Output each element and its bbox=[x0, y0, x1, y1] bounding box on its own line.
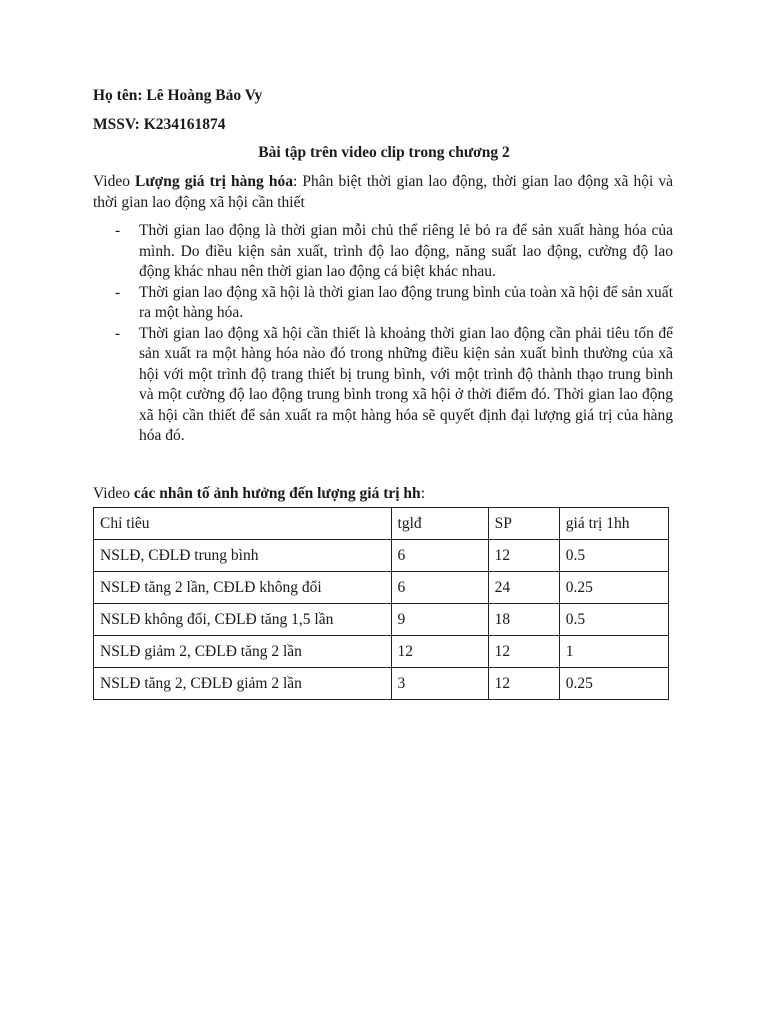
table-cell: 12 bbox=[488, 540, 559, 572]
table-caption bbox=[93, 485, 425, 503]
table-cell: NSLĐ không đổi, CĐLĐ tăng 1,5 lần bbox=[94, 604, 392, 636]
table-row bbox=[94, 636, 669, 668]
name-label: Họ tên: bbox=[93, 87, 147, 104]
list-item-text: Thời gian lao động xã hội là thời gian lao động trung bình của toàn xã hội để sản xuất ra một hàng hóa. bbox=[139, 283, 673, 321]
definition-list bbox=[93, 221, 673, 447]
table-cell: 0.5 bbox=[559, 604, 668, 636]
table-cell: 18 bbox=[488, 604, 559, 636]
table-cell: 0.25 bbox=[559, 668, 668, 700]
intro-topic: Lượng giá trị hàng hóa bbox=[135, 173, 294, 190]
factors-table bbox=[93, 507, 669, 700]
list-item-text: Thời gian lao động xã hội cần thiết là khoảng thời gian lao động cần phải tiêu tốn để sản xuất ra một hàng hóa nào đó trong những điều kiện sản xuất bình thường của xã hội với một trình độ trang thiết bị trung bình, với một trình độ thành thạo trung bình và một cường độ lao động trung bình trong xã hội ở thời điểm đó. Thời gian lao động xã hội cần thiết để sản xuất ra một hàng hóa sẽ quyết định đại lượng giá trị của hàng hóa đó. bbox=[139, 324, 673, 444]
list-item bbox=[93, 283, 673, 324]
table-cell: 12 bbox=[391, 636, 488, 668]
intro-rest: : Phân biệt thời gian lao động, thời gian lao động xã hội và thời gian lao động xã hội cần thiết bbox=[93, 173, 674, 211]
header-cell: SP bbox=[488, 508, 559, 540]
bullet-marker: - bbox=[115, 324, 121, 342]
student-id-line bbox=[93, 116, 226, 134]
table-cell: NSLĐ giảm 2, CĐLĐ tăng 2 lần bbox=[94, 636, 392, 668]
table-cell: 24 bbox=[488, 572, 559, 604]
header-cell: giá trị 1hh bbox=[559, 508, 668, 540]
table-cell: 0.25 bbox=[559, 572, 668, 604]
table-header-row bbox=[94, 508, 669, 540]
caption-prefix: Video bbox=[93, 485, 134, 502]
student-id: K234161874 bbox=[143, 116, 226, 133]
caption-suffix: : bbox=[420, 485, 425, 502]
table-row bbox=[94, 604, 669, 636]
table-cell: 12 bbox=[488, 668, 559, 700]
student-name: Lê Hoàng Bảo Vy bbox=[146, 87, 263, 104]
table-cell: 0.5 bbox=[559, 540, 668, 572]
list-item-text: Thời gian lao động là thời gian mỗi chủ thể riêng lẻ bỏ ra để sản xuất hàng hóa của mình. Do điều kiện sản xuất, trình độ lao động, năng suất lao động, cường độ lao động khác nhau nên thời gian lao động cá biệt khác nhau. bbox=[139, 222, 673, 280]
table-cell: NSLĐ, CĐLĐ trung bình bbox=[94, 540, 392, 572]
table-cell: NSLĐ tăng 2, CĐLĐ giảm 2 lần bbox=[94, 668, 392, 700]
table-cell: 6 bbox=[391, 572, 488, 604]
table-cell: 1 bbox=[559, 636, 668, 668]
header-cell: Chỉ tiêu bbox=[94, 508, 392, 540]
intro-prefix: Video bbox=[93, 173, 136, 190]
table-row bbox=[94, 668, 669, 700]
table-cell: NSLĐ tăng 2 lần, CĐLĐ không đổi bbox=[94, 572, 392, 604]
bullet-marker: - bbox=[115, 222, 121, 239]
header-cell: tglđ bbox=[391, 508, 488, 540]
student-name-line bbox=[93, 87, 262, 105]
intro-paragraph bbox=[93, 172, 673, 213]
bullet-marker: - bbox=[115, 283, 121, 301]
table-cell: 6 bbox=[391, 540, 488, 572]
list-item bbox=[93, 221, 673, 283]
caption-topic: các nhân tố ảnh hưởng đến lượng giá trị hh bbox=[133, 485, 421, 502]
table-cell: 3 bbox=[391, 668, 488, 700]
id-label: MSSV: bbox=[93, 116, 144, 133]
document-title: Bài tập trên video clip trong chương 2 bbox=[258, 144, 510, 161]
list-item bbox=[93, 324, 673, 447]
table-row bbox=[94, 572, 669, 604]
table-cell: 9 bbox=[391, 604, 488, 636]
table-row bbox=[94, 540, 669, 572]
table-cell: 12 bbox=[488, 636, 559, 668]
